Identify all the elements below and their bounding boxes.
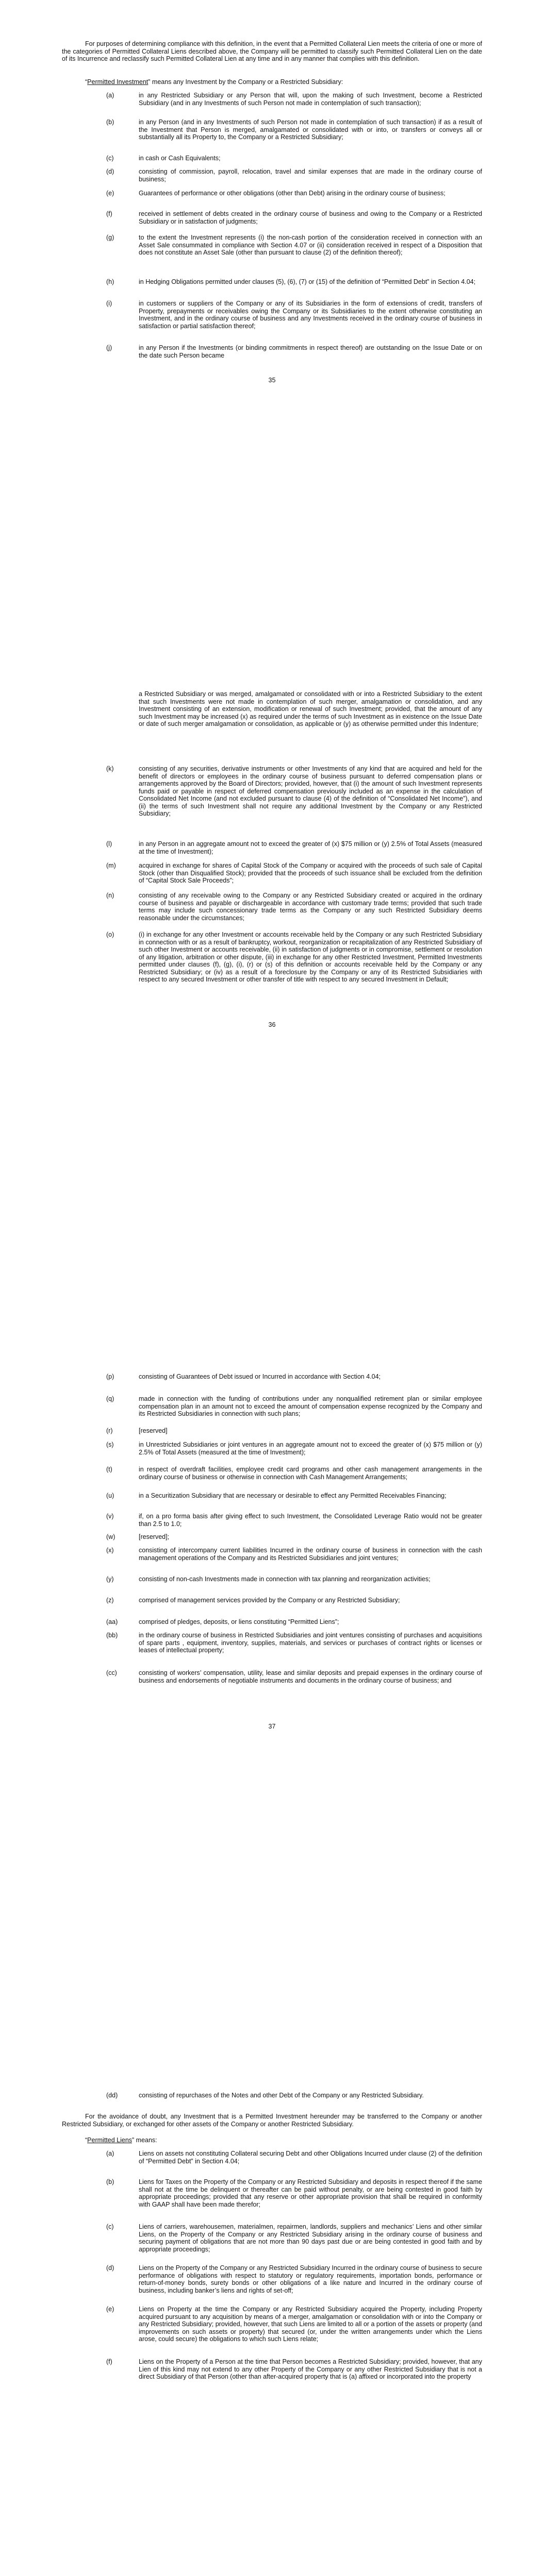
item-text: to the extent the Investment represents (i) the non-cash portion of the consideration received in connection with an Asset Sale consummated in compliance with Section 4.07 or (ii) consideration received in respect of a Disposition that does not constitute an Asset Sale (other than pursuant to clause (2) of the definition thereof);	[139, 234, 482, 256]
item-text: consisting of commission, payroll, relocation, travel and similar expenses that are made in the ordinary course of business;	[139, 168, 482, 183]
item-text: received in settlement of debts created in the ordinary course of business and owing to the Company or a Restricted Subsidiary or in satisfaction of judgments;	[139, 210, 482, 225]
item-text: in any Person (and in any Investments of such Person not made in contemplation of such transaction) if as a result of the Investment that Person is merged, amalgamated or consolidated with or into, or transfers or conveys all or substantially all its Property to, the Company or a Restricted Subsidiary;	[139, 118, 482, 141]
item-label: (z)	[106, 1597, 114, 1604]
item-label: (b)	[106, 118, 114, 126]
item-text: in customers or suppliers of the Company or any of its Subsidiaries in the form of extensions of credit, transfers of Property, prepayments or receivables owing the Company or its Subsidiaries to the extent otherwise constituting an Investment, and in the ordinary course of business and any Investments received in the ordinary course of business in satisfaction or partial satisfaction thereof;	[139, 300, 482, 330]
item-text: consisting of repurchases of the Notes and other Debt of the Company or any Restricted Subsidiary.	[139, 2092, 424, 2099]
item-text: in Unrestricted Subsidiaries or joint ventures in an aggregate amount not to exceed the greater of (x) $75 million or (y) 2.5% of Total Assets (measured at the time of Investment);	[139, 1441, 482, 1456]
item-label: (f)	[106, 210, 112, 217]
item-text: Liens on assets not constituting Collateral securing Debt and other Obligations Incurred under clause (2) of the definition of “Permitted Debt” in Section 4.04;	[139, 2150, 482, 2165]
item-text: Guarantees of performance or other obligations (other than Debt) arising in the ordinary course of business;	[139, 190, 446, 197]
item-label: (c)	[106, 155, 114, 162]
item-text: if, on a pro forma basis after giving effect to such Investment, the Consolidated Leverage Ratio would not be greater than 2.5 to 1.0;	[139, 1513, 482, 1528]
definition-permitted-investment: “Permitted Investment” means any Investment by the Company or a Restricted Subsidiary:	[85, 78, 343, 86]
item-label: (s)	[106, 1441, 114, 1448]
item-label: (p)	[106, 1373, 114, 1380]
item-label: (i)	[106, 300, 112, 307]
page-number: 37	[268, 1723, 276, 1730]
item-text: in any Person in an aggregate amount not to exceed the greater of (x) $75 million or (y) 2.5% of Total Assets (measured at the time of Investment);	[139, 840, 482, 855]
item-text: consisting of any securities, derivative instruments or other Investments of any kind that are acquired and held for the benefit of directors or employees in the ordinary course of business pursuant to deferred compensation plans or arrangements approved by the Board of Directors; provided, however, that (i) the amount of such Investment represents funds paid or payable in respect of deferred compensation previously included as an expense in the calculation of Consolidated Net Income (and not excluded pursuant to clause (4) of the definition of “Consolidated Net Income”), and (ii) the terms of such Investment shall not require any additional Investment by the Company or any Restricted Subsidiary;	[139, 765, 482, 817]
item-text: consisting of any receivable owing to the Company or any Restricted Subsidiary created or acquired in the ordinary course of business and payable or dischargeable in accordance with customary trade terms; provided that such trade terms may include such concessionary trade terms as the Company or any such Restricted Subsidiary deems reasonable under the circumstances;	[139, 892, 482, 922]
item-label: (h)	[106, 278, 114, 285]
page-36	[0, 690, 544, 1406]
item-label: (v)	[106, 1513, 114, 1520]
continuation-paragraph: a Restricted Subsidiary or was merged, amalgamated or consolidated with or into a Restricted Subsidiary to the extent that such Investments were not made in contemplation of such merger, amalgamation or consolidation, and any Investment consisting of an extension, modification or renewal of such Investment; provided, that the amount of any such Investment may be increased (x) as required under the terms of such Investment as in existence on the Issue Date or date of such merger amalgamation or consolidation, as applicable or (y) as otherwise permitted under this Indenture;	[139, 690, 482, 727]
definition-suffix: ” means:	[132, 2137, 157, 2144]
item-label: (g)	[106, 234, 114, 241]
item-label: (j)	[106, 344, 112, 351]
item-label: (c)	[106, 2223, 114, 2230]
item-label: (e)	[106, 190, 114, 197]
item-label: (x)	[106, 1547, 114, 1554]
intro-paragraph: For purposes of determining compliance with this definition, in the event that a Permitted Collateral Lien meets the criteria of one or more of the categories of Permitted Collateral Liens described above, the Company will be permitted to classify such Permitted Collateral Lien on the date of its Incurrence and reclassify such Permitted Collateral Lien at any time and in any manner that complies with this definition.	[62, 40, 482, 62]
item-label: (a)	[106, 2150, 114, 2157]
item-label: (aa)	[106, 1618, 118, 1625]
item-label: (n)	[106, 892, 114, 899]
item-text: in a Securitization Subsidiary that are necessary or desirable to effect any Permitted Receivables Financing;	[139, 1492, 447, 1499]
item-text: in Hedging Obligations permitted under clauses (5), (6), (7) or (15) of the definition of “Permitted Debt” in Section 4.04;	[139, 278, 476, 285]
item-label: (l)	[106, 840, 112, 848]
item-text: Liens for Taxes on the Property of the Company or any Restricted Subsidiary and deposits in respect thereof if the same shall not at the time be delinquent or thereafter can be paid without penalty, or are being contested in good faith by appropriate proceedings; provided that any reserve or other appropriate provision that shall be required in conformity with GAAP shall have been made therefor;	[139, 2178, 482, 2208]
item-label: (b)	[106, 2178, 114, 2185]
item-text: consisting of intercompany current liabilities Incurred in the ordinary course of business in connection with the cash management operations of the Company and its Restricted Subsidiaries and joint ventures;	[139, 1547, 482, 1562]
defined-term: Permitted Liens	[87, 2137, 133, 2144]
item-text: in the ordinary course of business in Restricted Subsidiaries and joint ventures consisting of purchases and acquisitions of spare parts , equipment, inventory, supplies, materials, and services or purchases of contract rights or licenses or leases of intellectual property;	[139, 1632, 482, 1654]
item-label: (k)	[106, 765, 114, 772]
page-35	[0, 0, 544, 703]
item-label: (w)	[106, 1533, 116, 1540]
item-text: Liens of carriers, warehousemen, materialmen, repairmen, landlords, suppliers and mechanics’ Liens and other similar Liens, on the Property of the Company or any Restricted Subsidiary arising in the ordinary course of business and securing payment of obligations that are not more than 90 days past due or are being contested in good faith and by appropriate proceedings;	[139, 2223, 482, 2253]
item-text: comprised of pledges, deposits, or liens constituting “Permitted Liens”;	[139, 1618, 339, 1625]
item-text: [reserved]	[139, 1427, 168, 1434]
avoidance-paragraph: For the avoidance of doubt, any Investment that is a Permitted Investment hereunder may be transferred to the Company or another Restricted Subsidiary, or exchanged for other assets of the Company or another Restricted Subsidiary.	[62, 2113, 482, 2128]
page-number: 35	[268, 377, 276, 384]
item-text: Liens on the Property of a Person at the time that Person becomes a Restricted Subsidiary; provided, however, that any Lien of this kind may not extend to any other Property of the Company or any other Restricted Subsidiary that is not a direct Subsidiary of that Person (other than after-acquired property that is (a) affixed or incorporated into the property	[139, 2358, 482, 2380]
item-text: consisting of Guarantees of Debt issued or Incurred in accordance with Section 4.04;	[139, 1373, 381, 1380]
item-label: (u)	[106, 1492, 114, 1499]
page-number: 36	[268, 1021, 276, 1028]
item-label: (q)	[106, 1395, 114, 1402]
item-label: (d)	[106, 168, 114, 175]
item-text: Liens on the Property of the Company or any Restricted Subsidiary Incurred in the ordinary course of business to secure performance of obligations with respect to statutory or regulatory requirements, importation bonds, performance or return-of-money bonds, surety bonds or other obligations of a like nature and Incurred in the ordinary course of business, including banker’s liens and rights of set-off;	[139, 2264, 482, 2294]
item-label: (r)	[106, 1427, 113, 1434]
definition-permitted-liens: “Permitted Liens” means:	[85, 2137, 157, 2144]
item-text: consisting of non-cash Investments made in connection with tax planning and reorganization activities;	[139, 1575, 431, 1583]
item-text: in any Restricted Subsidiary or any Person that will, upon the making of such Investment, become a Restricted Subsidiary (and in any Investments of such Person not made in contemplation of such transaction);	[139, 92, 482, 107]
item-label: (dd)	[106, 2092, 118, 2099]
item-label: (y)	[106, 1575, 114, 1583]
defined-term: Permitted Investment	[87, 78, 149, 86]
item-label: (cc)	[106, 1669, 117, 1676]
item-text: made in connection with the funding of contributions under any nonqualified retirement plan or similar employee compensation plan in an amount not to exceed the amount of compensation expense recognized by the Company and its Restricted Subsidiaries in connection with such plans;	[139, 1395, 482, 1417]
item-text: in respect of overdraft facilities, employee credit card programs and other cash management arrangements in the ordinary course of business or otherwise in connection with Cash Management Arrangements;	[139, 1466, 482, 1481]
item-label: (bb)	[106, 1632, 118, 1639]
item-text: [reserved];	[139, 1533, 170, 1540]
item-text: acquired in exchange for shares of Capital Stock of the Company or acquired with the proceeds of such sale of Capital Stock (other than Disqualified Stock); provided that the proceeds of such issuance shall be excluded from the definition of “Capital Stock Sale Proceeds”;	[139, 862, 482, 884]
item-label: (t)	[106, 1466, 112, 1473]
item-label: (f)	[106, 2358, 112, 2365]
item-label: (a)	[106, 92, 114, 99]
page-38	[0, 2092, 544, 2576]
item-text: in cash or Cash Equivalents;	[139, 155, 221, 162]
item-label: (m)	[106, 862, 116, 869]
page-37	[0, 1373, 544, 2110]
definition-suffix: ” means any Investment by the Company or a Restricted Subsidiary:	[148, 78, 343, 86]
item-label: (e)	[106, 2306, 114, 2313]
item-label: (d)	[106, 2264, 114, 2272]
item-text: Liens on Property at the time the Company or any Restricted Subsidiary acquired the Property, including Property acquired pursuant to any acquisition by means of a merger, amalgamation or consolidation with or into the Company or any Restricted Subsidiary; provided, however, that such Liens are limited to all or a portion of the assets or property (and improvements on such assets or property) that secured (or, under the written arrangements under which the Liens arose, could secure) the obligations to which such Liens relate;	[139, 2306, 482, 2343]
item-text: comprised of management services provided by the Company or any Restricted Subsidiary;	[139, 1597, 400, 1604]
item-text: in any Person if the Investments (or binding commitments in respect thereof) are outstanding on the Issue Date or on the date such Person became	[139, 344, 482, 359]
item-text: consisting of workers’ compensation, utility, lease and similar deposits and prepaid expenses in the ordinary course of business and endorsements of negotiable instruments and documents in the ordinary course of business; and	[139, 1669, 482, 1684]
item-label: (o)	[106, 931, 114, 938]
item-text: (i) in exchange for any other Investment or accounts receivable held by the Company or any such Restricted Subsidiary in connection with or as a result of bankruptcy, workout, reorganization or recapitalization of any Restricted Subsidiary of such other Investment or accounts receivable, (ii) in satisfaction of judgments or in compromise, settlement or resolution of any litigation, arbitration or other dispute, (iii) in exchange for any other Restricted Investment, Permitted Investments permitted under clauses (f), (g), (i), (r) or (s) of this definition or accounts receivable held by the Company or any Restricted Subsidiary; or (iv) as a result of a foreclosure by the Company or any of its Restricted Subsidiaries with respect to any secured Investment or other transfer of title with respect to any secured Investment in Default;	[139, 931, 482, 983]
